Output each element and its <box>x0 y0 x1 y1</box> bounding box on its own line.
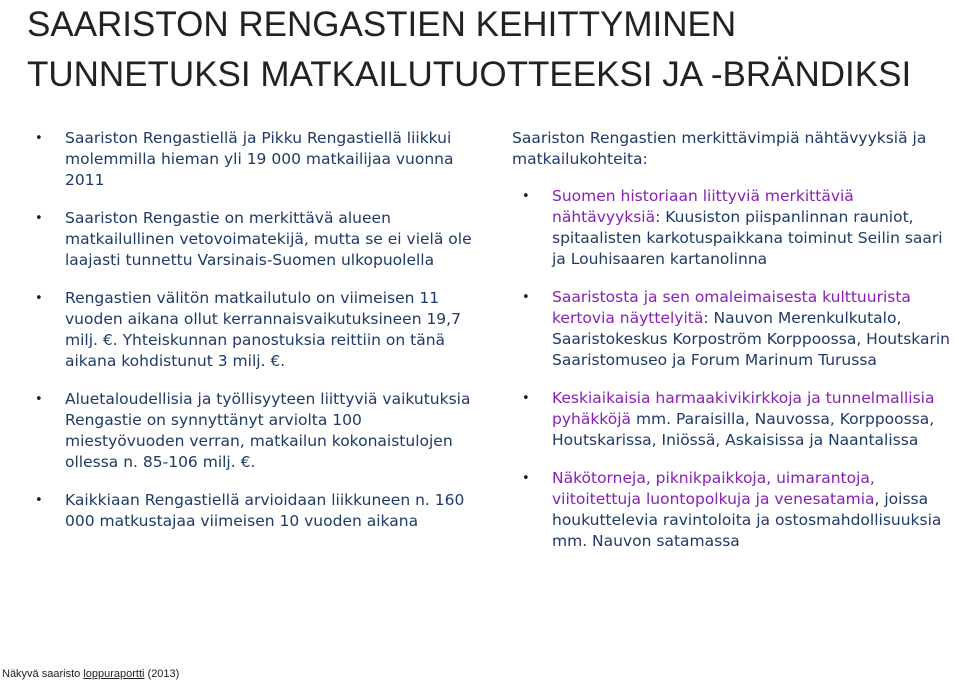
footer-source-part: Näkyvä saaristo <box>2 668 84 680</box>
bullet-dot-icon: • <box>35 211 43 226</box>
list-item-highlight: Näkötorneja, piknikpaikkoja, uimarantoja, viitoitettuja luontopolkuja ja venesatamia <box>552 469 875 508</box>
source-footer <box>2 668 179 680</box>
list-item-highlight: Saaristosta ja sen omaleimaisesta kulttuurista kertovia näyttelyitä <box>552 288 911 327</box>
right-column <box>512 128 952 569</box>
page-title: SAARISTON RENGASTIEN KEHITTYMINEN TUNNETUKSI MATKAILUTUOTTEEKSI JA -BRÄNDIKSI <box>27 5 912 94</box>
list-item <box>25 389 480 473</box>
list-item-text: Saariston Rengastie on merkittävä alueen matkailullinen vetovoimatekijä, mutta se ei vielä ole laajasti tunnettu Varsinais-Suomen ulkopuolella <box>65 209 472 269</box>
bullet-dot-icon: • <box>522 290 530 305</box>
bullet-dot-icon: • <box>35 493 43 508</box>
footer-report-link[interactable]: loppuraportti <box>83 668 145 680</box>
right-bullet-list <box>512 186 952 552</box>
list-item <box>512 287 952 371</box>
list-item-text: Aluetaloudellisia ja työllisyyteen liittyviä vaikutuksia Rengastie on synnyttänyt arviolta 100 miestyövuoden verran, matkailun kokonaistulojen ollessa n. 85-106 milj. €. <box>65 390 471 471</box>
bullet-dot-icon: • <box>35 131 43 146</box>
list-item <box>25 208 480 271</box>
list-item <box>512 468 952 552</box>
bullet-dot-icon: • <box>35 392 43 407</box>
list-item <box>25 288 480 372</box>
list-item-highlight: Keskiaikaisia harmaakivikirkkoja ja tunnelmallisia pyhäkköjä <box>552 389 935 428</box>
left-column <box>25 128 480 549</box>
bullet-dot-icon: • <box>522 189 530 204</box>
list-item-text: Kaikkiaan Rengastiellä arvioidaan liikkuneen n. 160 000 matkustajaa viimeisen 10 vuoden aikana <box>65 491 465 530</box>
list-item-text: Saariston Rengastiellä ja Pikku Rengastiellä liikkui molemmilla hieman yli 19 000 matkailijaa vuonna 2011 <box>65 129 454 189</box>
list-item <box>512 388 952 451</box>
list-item <box>25 490 480 532</box>
left-bullet-list <box>25 128 480 532</box>
list-item <box>512 186 952 270</box>
list-item-text: : Kuusiston piispanlinnan rauniot, spitaalisten karkotuspaikkana toiminut Seilin saari ja Louhisaaren kartanolinna <box>552 208 943 268</box>
list-item-text: mm. Paraisilla, Nauvossa, Korppoossa, Houtskarissa, Iniössä, Askaisissa ja Naantalissa <box>552 410 935 449</box>
bullet-dot-icon: • <box>522 471 530 486</box>
list-item-text: Rengastien välitön matkailutulo on viimeisen 11 vuoden aikana ollut kerrannaisvaikutuksineen 19,7 milj. €. Yhteiskunnan panostuksia reittiin on tänä aikana kohdistunut 3 milj. €. <box>65 289 461 370</box>
footer-year: (2013) <box>144 668 180 680</box>
bullet-dot-icon: • <box>35 291 43 306</box>
list-item <box>25 128 480 191</box>
bullet-dot-icon: • <box>522 391 530 406</box>
list-item-text: , joissa houkuttelevia ravintoloita ja ostosmahdollisuuksia mm. Nauvon satamassa <box>552 490 942 550</box>
list-item-highlight: Suomen historiaan liittyviä merkittäviä nähtävyyksiä <box>552 187 854 226</box>
attractions-intro: Saariston Rengastien merkittävimpiä nähtävyyksiä ja matkailukohteita: <box>512 129 927 168</box>
list-item-text: : Nauvon Merenkulkutalo, Saaristokeskus Korpoström Korppoossa, Houtskarin Saaristomuseo ja Forum Marinum Turussa <box>552 309 950 369</box>
